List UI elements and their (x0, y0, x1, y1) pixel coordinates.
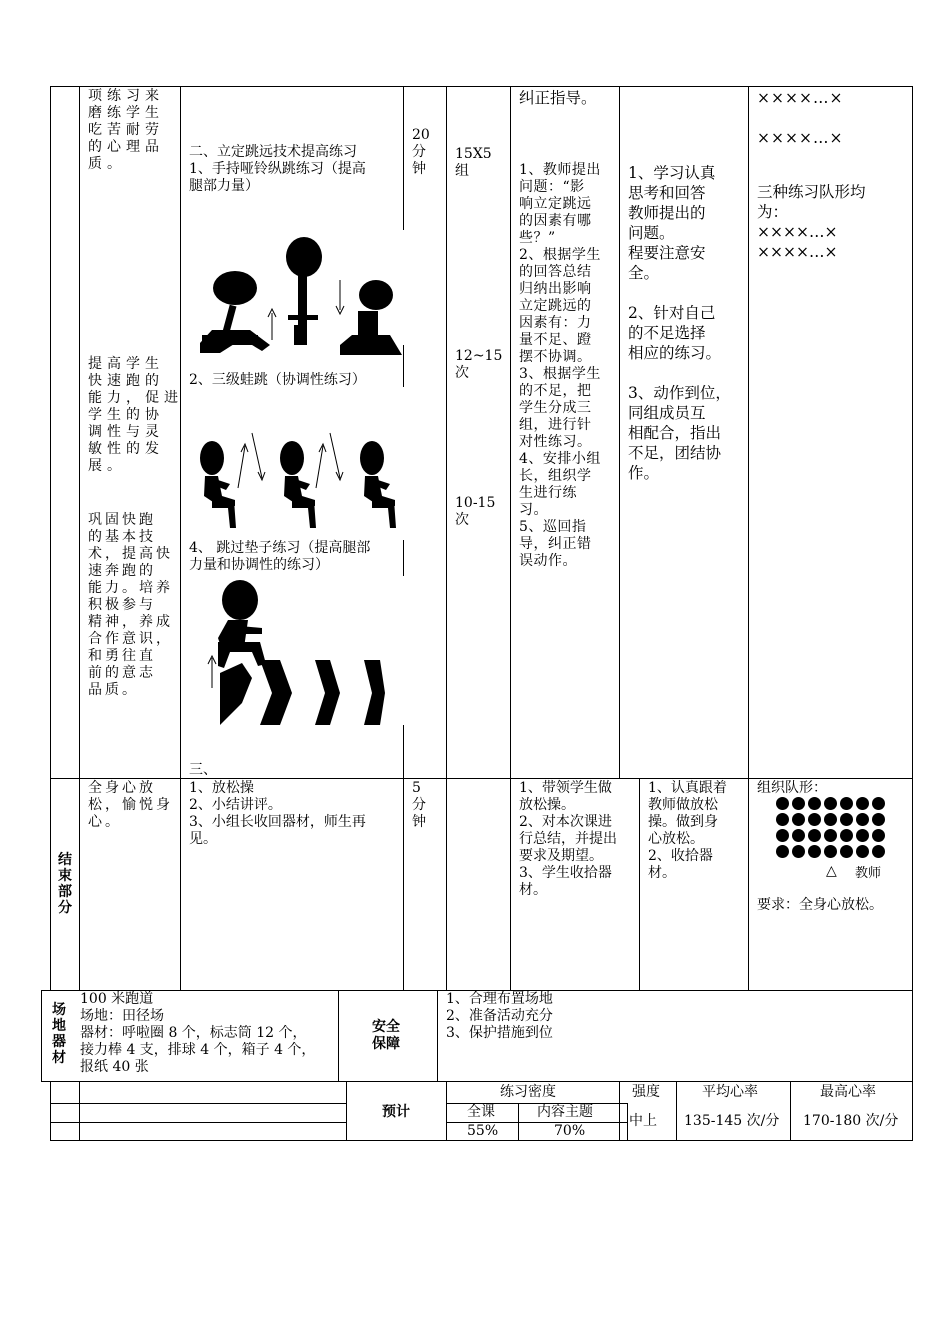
reps-3: 10-15 次 (455, 495, 496, 528)
intensity-header: 强度 (632, 1084, 660, 1100)
safety-label: 安全 保障 (372, 1019, 400, 1052)
teacher-text-1: 纠正指导。 (519, 89, 597, 107)
organization-text-1: ××××…× ××××…× (757, 89, 844, 147)
forecast-label: 预计 (382, 1104, 410, 1120)
max-heart-rate-header: 最高心率 (820, 1084, 876, 1100)
jump-over-mats-illustration (200, 578, 400, 728)
ending-goal: 全身心放 松，愉悦身 心。 (88, 780, 173, 830)
teacher-marker-label: 教师 (855, 866, 882, 881)
teacher-marker-icon: △ (826, 863, 837, 879)
main-content-density-value: 70% (554, 1123, 586, 1139)
average-heart-rate-value: 135-145 次/分 (684, 1113, 780, 1129)
student-text: 1、学习认真 思考和回答 教师提出的 问题。 程要注意安 全。 2、针对自己 的不足选择 相应的练习。 3、动作到位， 同组成员互 相配合，指出 不足，团结协 作。 (628, 164, 731, 482)
venue-label: 场 地 器 材 (52, 1002, 66, 1066)
average-heart-rate-header: 平均心率 (702, 1084, 758, 1100)
ending-requirement: 要求：全身心放松。 (757, 897, 883, 913)
content-exercise-2-item-1: 1、手持哑铃纵跳练习（提高 腿部力量） (189, 161, 366, 194)
whole-class-density-value: 55% (467, 1123, 499, 1139)
organization-text-2: 三种练习队形均 为： ××××…× ××××…× (757, 183, 866, 261)
goal-text-3: 巩固快跑 的基本技 术，提高快 速奔跑的 能力。培养 积极参与 精神，养成 合作意识， 和勇往直 前的意志 品质。 (88, 512, 173, 698)
ending-content: 1、放松操 2、小结讲评。 3、小组长收回器材，师生再 见。 (189, 780, 366, 847)
venue-text: 100 米跑道 场地：田径场 器材：呼啦圈 8 个，标志筒 12 个， 接力棒 4 支，排球 4 个，箱子 4 个， 报纸 40 张 (80, 991, 316, 1075)
ending-student: 1、认真跟着 教师做放松 操。做到身 心放松。 2、收拾器 材。 (648, 780, 727, 881)
content-exercise-2-title: 二、立定跳远技术提高练习 (189, 144, 357, 160)
dumbbell-jump-illustration (190, 235, 395, 355)
teacher-text-2: 1、教师提出 问题：“影 响立定跳远 的因素有哪 些？” 2、根据学生 的回答总结 归纳出影响 立定跳远的 因素有：力 量不足、蹬 摆不协调。 3、根据学生 的不足，把 学生分成三 组，进行针 对性练习。 4、安排小组 长，组织学 生进行练 习。 5、巡回指 导，纠正错 误动作。 (519, 162, 601, 569)
ending-time: 5 分 钟 (412, 780, 426, 830)
max-heart-rate-value: 170-180 次/分 (803, 1113, 899, 1129)
intensity-value: 中上 (629, 1113, 657, 1129)
ending-organization-title: 组织队形： (757, 780, 827, 796)
goal-text-2: 提高学生 快速跑的 能力，促进 学生的协 调性与灵 敏性的发 展。 (88, 356, 183, 474)
content-exercise-3: 三、 (189, 762, 217, 778)
goal-text-1: 项练习来 磨练学生 吃苦耐劳 的心理品 质。 (88, 88, 164, 172)
whole-class-header: 全课 (467, 1104, 495, 1120)
ending-teacher: 1、带领学生做 放松操。 2、对本次课进 行总结，并提出 要求及期望。 3、学生收拾器 材。 (519, 780, 617, 898)
reps-2: 12~15 次 (455, 348, 503, 381)
safety-text: 1、合理布置场地 2、准备活动充分 3、保护措施到位 (446, 991, 553, 1041)
content-exercise-2-item-2: 2、三级蛙跳（协调性练习） (189, 372, 366, 388)
frog-jump-illustration (190, 428, 400, 538)
time-main: 20 分 钟 (412, 127, 430, 177)
density-header: 练习密度 (500, 1084, 556, 1100)
reps-1: 15X5 组 (455, 146, 492, 179)
main-content-header: 内容主题 (537, 1104, 593, 1120)
content-exercise-2-item-4: 4、 跳过垫子练习（提高腿部 力量和协调性的练习） (189, 540, 371, 573)
ending-section-label: 结 束 部 分 (58, 852, 72, 916)
